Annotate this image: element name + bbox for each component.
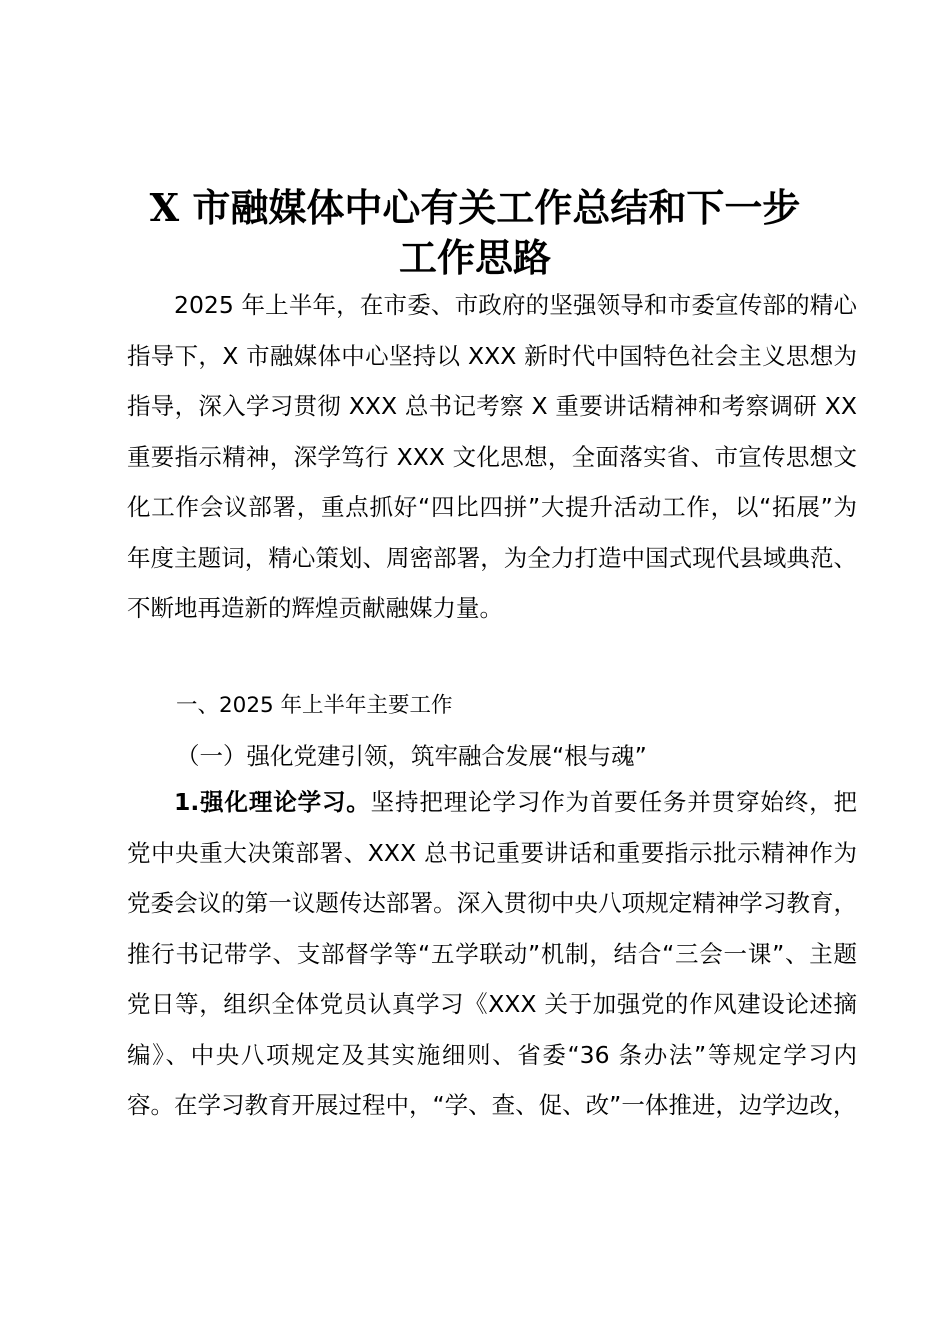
item-1-paragraph <box>127 777 857 1131</box>
intro-paragraph: 2025 年上半年，在市委、市政府的坚强领导和市委宣传部的精心指导下，X 市融媒体中心坚持以 XXX 新时代中国特色社会主义思想为指导，深入学习贯彻 XXX 总书记考察 X 重要讲话精神和考察调研 XX 重要指示精神，深学笃行 XXX 文化思想，全面落实省、市宣传思想文化工作会议部署，重点抓好“四比四拼”大提升活动工作，以“拓展”为年度主题词，精心策划、周密部署，为全力打造中国式现代县域典范、不断地再造新的辉煌贡献融媒力量。 <box>127 291 857 622</box>
item-1-lead: 1.强化理论学习。 <box>174 788 371 816</box>
item-1-text: 坚持把理论学习作为首要任务并贯穿始终，把党中央重大决策部署、XXX 总书记重要讲话和重要指示批示精神作为党委会议的第一议题传达部署。深入贯彻中央八项规定精神学习教育，推行书记带学、支部督学等“五学联动”机制，结合“三会一课”、主题党日等，组织全体党员认真学习《XXX 关于加强党的作风建设论述摘编》、中央八项规定及其实施细则、省委“36 条办法”等规定学习内容。在学习教育开展过程中，“学、查、促、改”一体推进，边学边改， <box>127 788 858 1119</box>
document-title-line-2: 工作思路 <box>398 235 551 280</box>
subsection-heading: （一）强化党建引领，筑牢融合发展“根与魂” <box>176 742 647 770</box>
section-heading: 一、2025 年上半年主要工作 <box>176 693 453 718</box>
document-title-line-1: X 市融媒体中心有关工作总结和下一步 <box>149 185 801 230</box>
